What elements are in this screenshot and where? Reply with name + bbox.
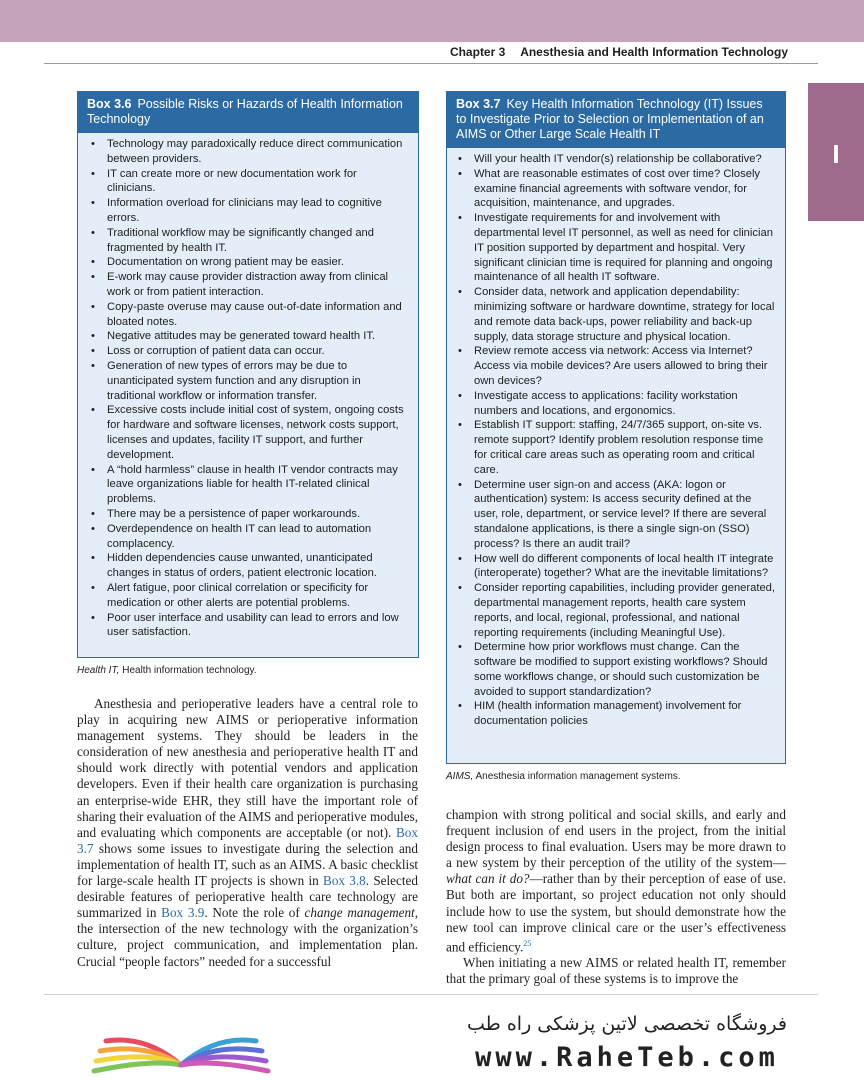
list-item: • Establish IT support: staffing, 24/7/365 support, on-site vs. remote support? Identify problem resolution response time for critical care areas such as operating room and critical care. [474, 418, 775, 477]
list-item: • Generation of new types of errors may be due to unanticipated system function and any disruption in traditional workflow or information transfer. [107, 359, 408, 403]
list-item: • IT can create more or new documentation work for clinicians. [107, 167, 408, 197]
list-item: • Alert fatigue, poor clinical correlation or specificity for medication or other alerts are potential problems. [107, 581, 408, 611]
list-item: • What are reasonable estimates of cost over time? Closely examine financial agreements with software vendor, for acquisition, maintenance, and upgrades. [474, 167, 775, 211]
list-item: • HIM (health information management) involvement for documentation policies [474, 699, 775, 729]
body-paragraph-left [77, 696, 418, 970]
body-text: champion with strong political and social skills, and early and frequent inclusion of end users in the project, from the initial design process to final evaluation. Users may be more drawn to a new system by their perception of the utility of the system— [446, 807, 786, 871]
chapter-title: Anesthesia and Health Information Technology [520, 45, 788, 59]
body-text: —rather than by their perception of ease of use. But both are important, so project education not only should include how to use the system, but should demonstrate how the new tool can improve clinical care or the user’s effectiveness and efficiency. [446, 871, 786, 955]
box-3-6-number: Box 3.6 [87, 97, 132, 111]
list-item: • Investigate requirements for and involvement with departmental level IT personnel, as well as need for clinician IT position supported by department and hospital. Very significant clinician time is required for planning and ongoing maintenance of all health IT software. [474, 211, 775, 285]
top-color-band [0, 0, 864, 42]
open-book-logo [86, 1005, 276, 1077]
box-3-6-list [78, 133, 418, 640]
running-head [450, 45, 788, 59]
list-item: • Traditional workflow may be significantly changed and fragmented by health IT. [107, 226, 408, 256]
emphasis-text: change management [304, 905, 415, 921]
list-item: • Excessive costs include initial cost of system, ongoing costs for hardware and software licenses, network costs support, licenses and updates, facility IT support, and further development. [107, 403, 408, 462]
emphasis-text: what can it do? [446, 871, 530, 887]
list-item: • There may be a persistence of paper workarounds. [107, 507, 408, 522]
box-3-7-link[interactable]: Box 3.7 [77, 824, 418, 856]
chapter-number: Chapter 3 [449, 45, 506, 59]
list-item: • Will your health IT vendor(s) relationship be collaborative? [474, 152, 775, 167]
list-item: • Documentation on wrong patient may be easier. [107, 255, 408, 270]
box-3-6-header [78, 92, 418, 133]
list-item: • Hidden dependencies cause unwanted, unanticipated changes in status of orders, patient electronic location. [107, 551, 408, 581]
body-text: . Note the role of [204, 905, 305, 921]
body-text: , the intersection of the new technology with the organization’s culture, project communication, and implementation plan. Crucial “people factors” needed for a successful [77, 905, 419, 969]
list-item: • How well do different components of local health IT integrate (interoperate) together? What are the inevitable limitations? [474, 552, 775, 582]
list-item: • Determine how prior workflows must change. Can the software be modified to support existing workflows? Should some workflows change, or should such customization be avoided to support standardization? [474, 640, 775, 699]
box-3-7-number: Box 3.7 [456, 97, 501, 111]
footer-rule [44, 994, 818, 995]
body-text: . Selected desirable features of perioperative health care technology are summarized in [77, 873, 418, 921]
list-item: • Overdependence on health IT can lead to automation complacency. [107, 522, 408, 552]
box-3-6-footnote [77, 665, 257, 676]
box-3-6-title: Possible Risks or Hazards of Health Information Technology [87, 97, 403, 126]
box-3-8-link[interactable]: Box 3.8 [323, 873, 366, 889]
header-rule [44, 63, 818, 64]
box-3-7-header [447, 92, 785, 148]
list-item: • Loss or corruption of patient data can occur. [107, 344, 408, 359]
footnote-text: Anesthesia information management systems. [475, 771, 681, 782]
footnote-abbreviation: AIMS, [446, 771, 474, 782]
box-3-7 [446, 91, 786, 764]
box-3-7-list [447, 148, 785, 729]
box-3-9-link[interactable]: Box 3.9 [161, 905, 205, 921]
list-item: • Negative attitudes may be generated toward health IT. [107, 329, 408, 344]
body-paragraph-right-1 [446, 807, 786, 955]
body-text: shows some issues to investigate during the selection and implementation of health IT, such as an AIMS. A basic checklist for large-scale health IT projects is shown in [77, 840, 418, 889]
list-item: • Technology may paradoxically reduce direct communication between providers. [107, 137, 408, 167]
list-item: • Investigate access to applications: facility workstation numbers and locations, and ergonomics. [474, 389, 775, 419]
section-thumb-tab: I [808, 83, 864, 221]
box-3-7-title: Key Health Information Technology (IT) Issues to Investigate Prior to Selection or Implementation of an AIMS or Other Large Scale Health IT [456, 97, 764, 141]
box-3-6 [77, 91, 419, 658]
list-item: • E-work may cause provider distraction away from clinical work or from patient interaction. [107, 270, 408, 300]
box-3-7-footnote [446, 771, 681, 782]
reference-superscript[interactable]: 25 [523, 938, 532, 948]
list-item: • Consider data, network and application dependability: minimizing software or hardware downtime, strategy for local and remote data back-ups, power reliability and back-up supply, data storage structure and physical location. [474, 285, 775, 344]
footnote-text: Health information technology. [122, 665, 257, 676]
body-text: Anesthesia and perioperative leaders have a central role to play in acquiring new AIMS or perioperative information management systems. They should be leaders in the consideration of new anesthesia and perioperative health IT and should work directly with potential vendors and application developers. Even if their health care organization is purchasing an enterprise-wide EHR, they still have the important role of sharing their evaluation of the AIMS and perioperative modules, and evaluating which components are acceptable (or not). [77, 696, 418, 840]
list-item: • Copy-paste overuse may cause out-of-date information and bloated notes. [107, 300, 408, 330]
footnote-abbreviation: Health IT, [77, 665, 120, 676]
list-item: • Determine user sign-on and access (AKA: logon or authentication) system: Is access security defined at the user, role, department, or service level? If there are several standalone applications, is there a single sign-on (SSO) process? Is there an audit trail? [474, 478, 775, 552]
store-name: فروشگاه تخصصی لاتین پزشکی راه طب [467, 1013, 787, 1035]
list-item: • A “hold harmless” clause in health IT vendor contracts may leave organizations liable for health IT-related clinical problems. [107, 463, 408, 507]
list-item: • Information overload for clinicians may lead to cognitive errors. [107, 196, 408, 226]
body-paragraph-right-2: When initiating a new AIMS or related health IT, remember that the primary goal of these systems is to improve the [446, 955, 786, 987]
list-item: • Poor user interface and usability can lead to errors and low user satisfaction. [107, 611, 408, 641]
body-column-right [446, 807, 786, 987]
list-item: • Review remote access via network: Access via Internet? Access via mobile devices? Are users allowed to bring their own devices? [474, 344, 775, 388]
list-item: • Consider reporting capabilities, including provider generated, departmental management reports, health care system reports, and local, regional, professional, and national reporting requirements (including Meaningful Use). [474, 581, 775, 640]
store-url[interactable]: www.RaheTeb.com [475, 1042, 779, 1073]
